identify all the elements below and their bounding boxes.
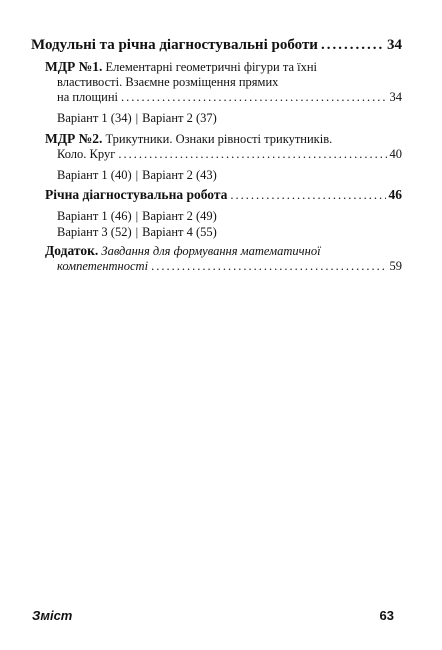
section-title-line (45, 131, 402, 147)
leader-dots (118, 147, 386, 162)
variant-row (45, 224, 402, 240)
main-heading-page: 34 (387, 37, 402, 53)
toc-section-mdr2 (45, 131, 402, 183)
separator: | (135, 111, 139, 125)
variant-item: Варіант 2 (37) (142, 111, 217, 125)
section-page: 46 (388, 187, 402, 202)
variant-item: Варіант 1 (46) (57, 209, 132, 223)
main-heading-title: Модульні та річна діагностувальні роботи (31, 37, 318, 53)
section-title-line (45, 243, 402, 259)
variant-item: Варіант 1 (40) (57, 168, 132, 182)
section-title: Трикутники. Ознаки рівності трикутників. (102, 132, 333, 146)
section-title: Завдання для формування математичної (98, 244, 321, 258)
leader-dots (230, 188, 385, 203)
variant-item: Варіант 1 (34) (57, 111, 132, 125)
variant-row (45, 208, 402, 224)
section-title-line (45, 59, 402, 75)
section-label: Додаток. (45, 243, 99, 258)
section-title-line: властивості. Взаємне розміщення прямих (57, 75, 279, 89)
section-title: Коло. Круг (57, 147, 116, 161)
section-page: 34 (389, 90, 402, 104)
section-title: Елементарні геометричні фігури та їхні (102, 60, 318, 74)
section-title-line (45, 187, 402, 203)
footer-section-name: Зміст (32, 608, 73, 623)
leader-dots (121, 90, 386, 105)
toc-section-appendix (45, 243, 402, 274)
variant-item: Варіант 2 (43) (142, 168, 217, 182)
section-page: 59 (389, 259, 402, 273)
toc-section-annual (45, 187, 402, 240)
leader-dots (151, 259, 386, 274)
separator: | (135, 168, 139, 182)
toc-section-mdr1 (45, 59, 402, 126)
variant-item: Варіант 3 (52) (57, 225, 132, 239)
section-page: 40 (389, 147, 402, 161)
variant-item: Варіант 2 (49) (142, 209, 217, 223)
variant-row (45, 167, 402, 183)
separator: | (135, 225, 139, 239)
section-title: на площині (57, 90, 119, 104)
section-label: МДР №2. (45, 131, 103, 146)
section-label: МДР №1. (45, 59, 103, 74)
section-title: компетентності (57, 259, 149, 273)
section-label: Річна діагностувальна робота (45, 187, 228, 202)
section-title-line (45, 147, 402, 162)
section-title-line (45, 259, 402, 274)
leader-dots (321, 36, 384, 54)
footer-page-number: 63 (379, 608, 394, 623)
variant-item: Варіант 4 (55) (142, 225, 217, 239)
variant-row (45, 110, 402, 126)
toc-main-heading (31, 36, 402, 54)
section-title-line (45, 90, 402, 105)
separator: | (135, 209, 139, 223)
